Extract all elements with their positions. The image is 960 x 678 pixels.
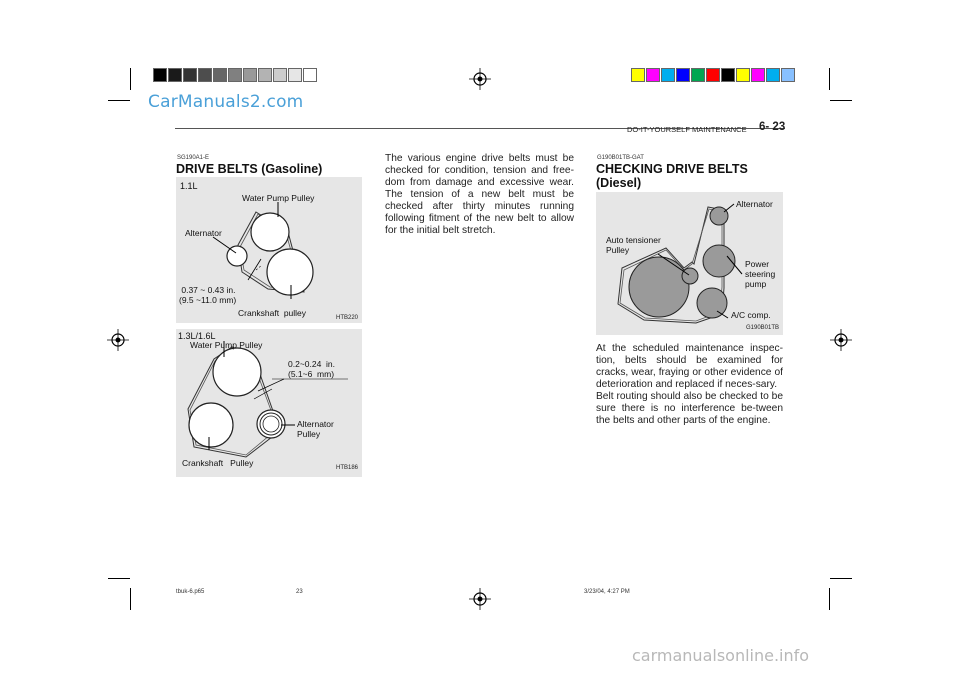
watermark-bottom[interactable]: carmanualsonline.info xyxy=(632,646,810,665)
running-head: DO-IT-YOURSELF MAINTENANCE xyxy=(627,125,747,134)
alternator-pulley xyxy=(257,410,285,438)
section-code: G190B01TB-GAT xyxy=(597,155,644,161)
color-swatch xyxy=(706,68,720,82)
crankshaft-pulley xyxy=(189,403,233,447)
deflection-label: 0.37 ~ 0.43 in. (9.5 ~11.0 mm) xyxy=(179,285,237,305)
crankshaft-pulley xyxy=(267,249,313,295)
water-pump-label: Water Pump Pulley xyxy=(190,340,263,350)
inspection-paragraph: At the scheduled maintenance inspec-tion, belts should be examined for cracks, wear, fraying or other evidence of deterioration and replaced if neces-sary. xyxy=(596,343,783,390)
ac-compressor-label: A/C comp. xyxy=(731,310,771,320)
section-code: SG190A1-E xyxy=(177,155,210,161)
alternator-label: Alternator xyxy=(185,228,222,238)
heading-line-2: (Diesel) xyxy=(596,176,642,190)
figure-drive-belt-1-1l xyxy=(176,177,362,323)
color-swatch xyxy=(646,68,660,82)
belt-diagram-1-3l-1-6l xyxy=(176,329,362,477)
color-swatch xyxy=(676,68,690,82)
color-swatch xyxy=(781,68,795,82)
gray-swatch xyxy=(258,68,272,82)
ac-compressor-pulley xyxy=(697,288,727,318)
water-pump-pulley xyxy=(251,213,289,251)
water-pump-pulley xyxy=(213,348,261,396)
figure-code: G190B01TB xyxy=(746,325,780,331)
alternator-label: Alternator xyxy=(736,199,773,209)
engine-label-1-1l: 1.1L xyxy=(180,181,198,191)
gray-swatch xyxy=(273,68,287,82)
power-steering-pulley xyxy=(703,245,735,277)
auto-tensioner-label: Auto tensioner Pulley xyxy=(606,235,661,255)
footer-page: 23 xyxy=(296,589,303,595)
crankshaft-pulley xyxy=(629,257,689,317)
color-swatch xyxy=(631,68,645,82)
engine-label-1-3l-1-6l: 1.3L/1.6L xyxy=(178,331,216,341)
auto-tensioner-pulley xyxy=(682,268,698,284)
water-pump-label: Water Pump Pulley xyxy=(242,193,315,203)
figure-drive-belt-1-3l-1-6l xyxy=(176,329,362,477)
color-swatch xyxy=(721,68,735,82)
color-swatch xyxy=(736,68,750,82)
gray-swatch xyxy=(168,68,182,82)
footer-file: tbuk-6.p65 xyxy=(176,589,205,595)
color-calibration-bar xyxy=(631,68,796,82)
power-steering-label: Power steering pump xyxy=(745,259,776,289)
gray-swatch xyxy=(213,68,227,82)
color-swatch xyxy=(691,68,705,82)
figure-diesel-drive-belt xyxy=(596,192,783,335)
inspection-text xyxy=(596,343,783,427)
color-swatch xyxy=(751,68,765,82)
figure-code: HTB220 xyxy=(336,315,359,321)
registration-mark-top-icon xyxy=(469,68,491,90)
gray-swatch xyxy=(288,68,302,82)
alternator-pulley-label: Alternator Pulley xyxy=(297,419,334,439)
gray-swatch xyxy=(243,68,257,82)
gray-swatch xyxy=(303,68,317,82)
page-number: 6- 23 xyxy=(759,121,786,133)
gray-swatch xyxy=(228,68,242,82)
gray-swatch xyxy=(153,68,167,82)
registration-mark-left-icon xyxy=(107,329,129,351)
heading-line-1: CHECKING DRIVE BELTS xyxy=(596,162,748,176)
registration-mark-right-icon xyxy=(830,329,852,351)
deflection-label: 0.2~0.24 in. (5.1~6 mm) xyxy=(288,359,336,379)
footer-timestamp: 3/23/04, 4:27 PM xyxy=(584,589,630,595)
color-swatch xyxy=(661,68,675,82)
color-swatch xyxy=(766,68,780,82)
registration-mark-bottom-icon xyxy=(469,588,491,610)
section-heading xyxy=(596,162,782,190)
routing-paragraph: Belt routing should also be checked to be sure there is no interference be-tween the belts and other parts of the engine. xyxy=(596,391,783,426)
gray-swatch xyxy=(198,68,212,82)
alternator-pulley xyxy=(710,207,728,225)
intro-paragraph: The various engine drive belts must be checked for condition, tension and free-dom from damage and excessive wear. The tension of a new belt must be checked after thirty minutes running following fitment of the new belt to allow for the initial belt stretch. xyxy=(385,153,574,236)
crankshaft-label: Crankshaft Pulley xyxy=(182,458,254,468)
grayscale-calibration-bar xyxy=(153,68,318,82)
watermark-top[interactable]: CarManuals2.com xyxy=(148,92,304,112)
gray-swatch xyxy=(183,68,197,82)
section-heading: DRIVE BELTS (Gasoline) xyxy=(176,162,323,176)
crankshaft-label: Crankshaft pulley xyxy=(238,308,307,318)
figure-code: HTB186 xyxy=(336,465,359,471)
